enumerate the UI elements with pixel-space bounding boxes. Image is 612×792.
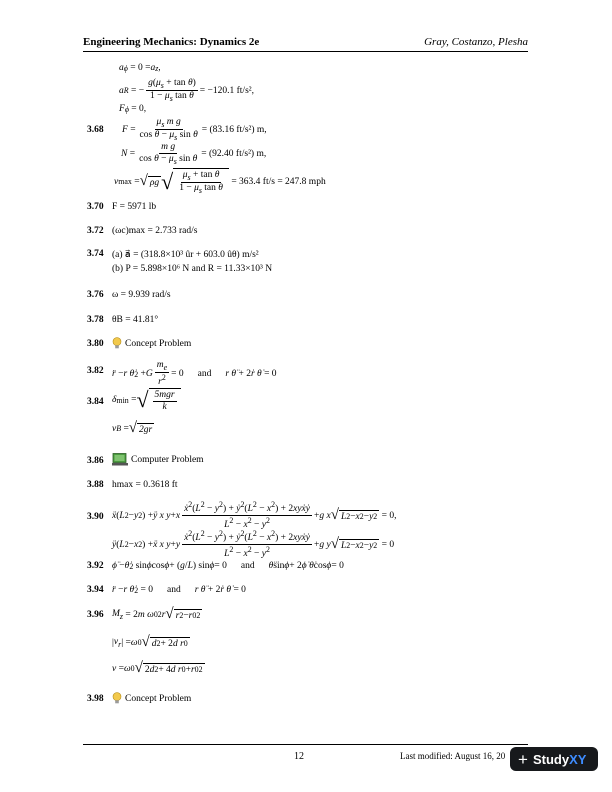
problem-number: 3.96 [87, 610, 104, 620]
eq-384-vB: v B = √ 2gr [112, 420, 153, 436]
problem-number: 3.72 [87, 226, 104, 236]
problem-number: 3.68 [87, 125, 104, 135]
eq-368-aphi: a ϕ = 0 = a z , [119, 63, 161, 73]
problem-number: 3.84 [87, 397, 104, 407]
eq-390-x: ẍ ( L 2 − y 2 ) + ÿ x y + x $\frac{ẋ^2(L^2 - y^2) + ẏ^2(L^2 - x^2) + 2xyẋẏ}{L^2 - x^2 - y^2}$ + g x √ L 2 − x 2 − y 2 = 0, [112, 500, 397, 531]
eq-396-Mz: $M_z$ = 2 m ω 0 2 r √ r 2 − r 0 2 [112, 606, 201, 622]
problem-number: 3.92 [87, 561, 104, 571]
computer-icon [112, 453, 128, 466]
eq-392: ϕ̈ − θ̇ 2 sin ϕ cos ϕ + ( g / L ) sin ϕ = 0 and θ̈ sin ϕ + 2 ϕ̇ θ̇ cos ϕ = 0 [112, 561, 344, 571]
eq-368-aR: a R = − $\frac{g(\mu_s + \tan \theta)}{1 - \mu_s \tan \theta}$ = −120.1 ft/s², [119, 78, 254, 103]
eq-384-delta: δ min = √ $\frac{\text{5mgr}}{k}$ [112, 388, 181, 413]
answer-376: ω = 9.939 rad/s [112, 290, 171, 300]
problem-number: 3.78 [87, 315, 104, 325]
problem-number: 3.70 [87, 202, 104, 212]
last-modified: Last modified: August 16, 20 [400, 751, 506, 761]
eq-394: r̈ − r θ̇ 2 = 0 and r θ̈ + 2 ṙ θ̇ = 0 [112, 585, 246, 595]
page-number: 12 [294, 751, 304, 762]
problem-number: 3.82 [87, 366, 104, 376]
answer-370: F = 5971 lb [112, 202, 157, 212]
eq-382: r̈ − r θ̇ 2 + G $\frac{m_e}{r^2}$ = 0 and r θ̈ + 2 ṙ θ̇ = 0 [112, 360, 277, 388]
problem-number: 3.80 [87, 339, 104, 349]
lightbulb-icon [112, 337, 122, 350]
eq-396-v: v = ω 0 √ 2 d 2 + 4 d r 0 + r 0 2 [112, 660, 203, 676]
authors: Gray, Costanzo, Plesha [424, 36, 528, 48]
problem-number: 3.98 [87, 694, 104, 704]
lightbulb-icon [112, 692, 122, 705]
answer-378: θB = 41.81° [112, 315, 159, 325]
eq-396-vr: | $v_r$ | = ω 0 √ d 2 + 2 d r 0 [112, 634, 188, 650]
eq-368-F: F = $\frac{\mu_s m g}{\cos \theta - \mu_s \sin \theta}$ = (83.16 ft/s²) m, [122, 117, 267, 142]
footer-rule [83, 744, 528, 745]
page-header [83, 36, 528, 52]
answer-388: hmax = 0.3618 ft [112, 480, 178, 490]
problem-number: 3.76 [87, 290, 104, 300]
computer-problem-386: Computer Problem [112, 453, 204, 466]
studyxy-badge[interactable]: + StudyXY [510, 747, 598, 771]
book-title: Engineering Mechanics: Dynamics 2e [83, 36, 260, 48]
problem-number: 3.94 [87, 585, 104, 595]
header-rule [83, 51, 528, 52]
eq-368-Fphi: F ϕ = 0, [119, 104, 147, 114]
eq-368-N: N = $\frac{\text{m g}}{\cos \theta - \mu_s \sin \theta}$ = (92.40 ft/s²) m, [121, 142, 267, 166]
answer-374a: (a) a⃗ = (318.8×10³ ûr + 603.0 ûθ) m/s² [112, 250, 259, 260]
answer-372: (ωc)max = 2.733 rad/s [112, 226, 198, 236]
problem-number: 3.90 [87, 512, 104, 522]
problem-number: 3.86 [87, 456, 104, 466]
problem-number: 3.88 [87, 480, 104, 490]
eq-368-vmax: v max = √ ρg √ $\frac{\mu_s + \tan \theta}{1 - \mu_s \tan \theta}$ = 363.4 ft/s = 247.8 mph [114, 168, 326, 195]
answer-374b: (b) P = 5.898×10⁶ N and R = 11.33×10³ N [112, 264, 273, 274]
problem-number: 3.74 [87, 249, 104, 259]
concept-problem-398: Concept Problem [112, 692, 191, 705]
plus-icon: + [518, 749, 528, 769]
concept-problem-380: Concept Problem [112, 337, 191, 350]
eq-390-y: ÿ ( L 2 − x 2 ) + ẍ x y + y $\frac{ẋ^2(L^2 - y^2) + ẏ^2(L^2 - x^2) + 2xyẋẏ}{L^2 - x^2 - y^2}$ + g y √ L 2 − x 2 − y 2 = 0 [112, 529, 395, 560]
